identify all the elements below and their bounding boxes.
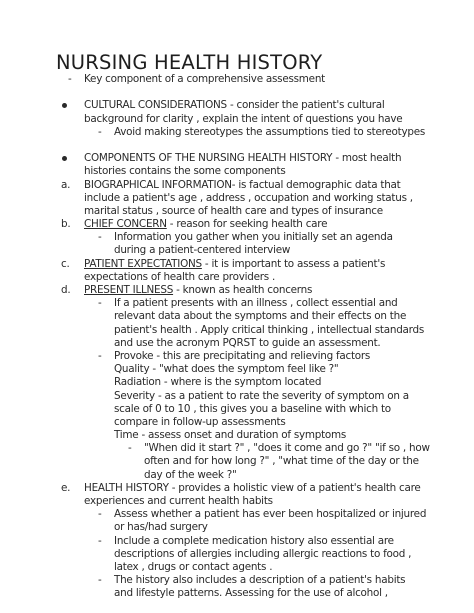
section-heading: PATIENT EXPECTATIONS [84,257,202,270]
section-b-sub-text: during a patient-centered interview [114,244,291,257]
section-d-sub-text: scale of 0 to 10 , this gives you a baseline with which to [114,402,391,415]
document-body [0,73,474,601]
section-d-sub-line [0,297,474,310]
section-e-sub-line [0,508,474,521]
section-b-sub-line [0,244,474,257]
page-title: NURSING HEALTH HISTORY [56,51,323,74]
section-d-sub-text: and use the acronym PQRST to guide an assessment. [114,336,381,349]
section-a-line [0,192,474,205]
section-c-line [0,258,474,271]
dash-marker: - [128,442,132,455]
section-c-line [0,271,474,284]
section-d-sub-text: Provoke - this are precipitating and relieving factors [114,349,371,362]
time-sub-text: "When did it start ?" , "does it come and go ?" "if so , how [144,442,430,455]
section-b-sub-text: Information you gather when you initially set an agenda [114,231,393,244]
section-d-sub-line [0,337,474,350]
dash-marker: - [98,231,102,244]
section-heading-rest: - it is important to assess a patient's [201,257,386,270]
section-d-time-sub-line [0,469,474,482]
section-d-sub-line [0,390,474,403]
section-e-line [0,495,474,508]
components-line [0,165,474,178]
section-d-text [84,284,312,297]
components-line [0,152,474,165]
dash-marker: - [98,574,102,587]
section-d-sub-line [0,376,474,389]
cultural-sub-line [0,126,474,139]
section-a-text: include a patient's age , address , occupation and working status , [84,191,413,204]
section-b-line [0,218,474,231]
section-d-line [0,284,474,297]
dash-marker: - [98,297,102,310]
cultural-line [0,99,474,112]
section-d-sub-text: compare in follow-up assessments [114,415,286,428]
section-e-sub-text: descriptions of allergies including allergic reactions to food , [114,547,412,560]
section-e-text: HEALTH HISTORY - provides a holistic view of a patient's health care [84,481,421,494]
section-d-sub-text: relevant data about the symptoms and their effects on the [114,310,407,323]
time-sub-text: often and for how long ?" , "what time of the day or the [144,455,419,468]
section-e-sub-line [0,574,474,587]
section-e-line [0,482,474,495]
section-b-sub-line [0,231,474,244]
dash-marker: - [68,73,72,85]
section-a-text: marital status , source of health care and types of insurance [84,204,383,217]
section-e-sub-text: and lifestyle patterns. Assessing for the use of alcohol , [114,587,388,600]
bullet-dot [62,103,67,108]
cultural-sub-text: Avoid making stereotypes the assumptions tied to stereotypes [114,125,426,138]
intro-line [0,73,474,86]
intro-text: Key component of a comprehensive assessment [84,73,325,85]
list-marker: a. [61,178,71,191]
dash-marker: - [98,508,102,521]
section-e-sub-text: The history also includes a description of a patient's habits [114,574,406,587]
section-d-sub-line [0,363,474,376]
cultural-text: CULTURAL CONSIDERATIONS - consider the patient's cultural [84,99,385,112]
cultural-text: background for clarity , explain the intent of questions you have [84,112,403,125]
dash-marker: - [98,534,102,547]
section-c-text: expectations of health care providers . [84,270,276,283]
cultural-line [0,113,474,126]
components-text: histories contains the some components [84,165,286,178]
section-d-time-line [0,429,474,442]
section-e-sub-text: or has/had surgery [114,521,208,534]
section-d-sub-line [0,403,474,416]
section-e-sub-line [0,561,474,574]
section-e-sub-line [0,521,474,534]
section-a-line [0,179,474,192]
section-d-sub-text: patient's health . Apply critical thinking , intellectual standards [114,323,425,336]
section-b-text [84,218,327,231]
list-marker: b. [61,218,71,231]
section-d-sub-line [0,416,474,429]
section-d-sub-line [0,324,474,337]
section-e-sub-line [0,587,474,600]
section-d-sub-line [0,350,474,363]
section-heading: PRESENT ILLNESS [84,284,174,296]
section-c-text [84,258,385,271]
time-sub-text: day of the week ?" [144,468,237,481]
section-e-sub-text: Assess whether a patient has ever been hospitalized or injured [114,508,427,521]
section-heading-rest: - reason for seeking health care [166,218,328,231]
time-text: Time - assess onset and duration of symptoms [114,429,347,442]
list-marker: e. [61,481,71,494]
section-heading: CHIEF CONCERN [84,218,167,231]
section-e-text: experiences and current health habits [84,495,273,507]
section-e-sub-text: Include a complete medication history also essential are [114,534,394,547]
section-a-line [0,205,474,218]
dash-marker: - [98,349,102,362]
dash-marker: - [98,125,102,138]
bullet-dot [62,156,67,161]
section-d-sub-line [0,310,474,323]
list-marker: d. [61,284,71,296]
section-e-sub-line [0,548,474,561]
components-text: COMPONENTS OF THE NURSING HEALTH HISTORY - most health [84,152,402,165]
section-a-text: BIOGRAPHICAL INFORMATION- is factual demographic data that [84,178,401,191]
section-d-sub-text: Severity - as a patient to rate the severity of symptom on a [114,389,409,402]
section-d-sub-text: Radiation - where is the symptom located [114,376,322,389]
section-e-sub-text: latex , drugs or contact agents . [114,560,273,573]
section-e-sub-line [0,535,474,548]
section-d-time-sub-line [0,455,474,468]
list-marker: c. [61,257,70,270]
section-d-sub-text: If a patient presents with an illness , collect essential and [114,297,398,310]
section-d-sub-text: Quality - "what does the symptom feel like ?" [114,363,339,376]
section-d-time-sub-line [0,442,474,455]
section-heading-rest: - known as health concerns [173,284,313,296]
